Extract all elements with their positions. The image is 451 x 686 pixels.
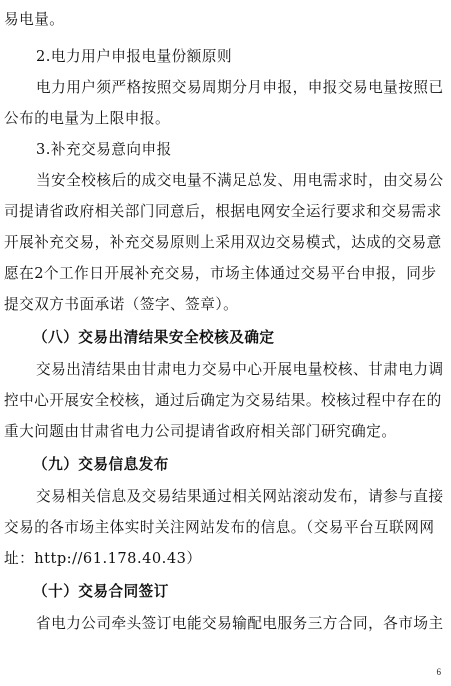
- section-heading: （十）交易合同签订: [33, 583, 169, 600]
- section-heading: （九）交易信息发布: [33, 456, 169, 473]
- subsection-heading: 2.电力用户申报电量份额原则: [36, 48, 233, 65]
- text-line: 愿在2个工作日开展补充交易，市场主体通过交易平台申报，同步: [4, 265, 437, 282]
- text-line: 公布的电量为上限申报。: [4, 110, 171, 127]
- text-line: 控中心开展安全校核，通过后确定为交易结果。校核过程中存在的: [4, 392, 442, 409]
- page-number: 6: [436, 667, 441, 677]
- text-line: 电力用户须严格按照交易周期分月申报，申报交易电量按照已: [36, 79, 444, 96]
- text-line: 交易的各市场主体实时关注网站发布的信息。（交易平台互联网网: [4, 519, 435, 536]
- text-line: 当安全校核后的成交电量不满足总发、用电需求时，由交易公: [36, 172, 444, 189]
- text-line: 交易出清结果由甘肃电力交易中心开展电量校核、甘肃电力调: [36, 361, 444, 378]
- text-line: 易电量。: [4, 11, 65, 28]
- text-line: 省电力公司牵头签订电能交易输配电服务三方合同，各市场主: [36, 615, 444, 632]
- section-heading: （八）交易出清结果安全校核及确定: [33, 329, 275, 346]
- text-line: 提交双方书面承诺（签字、签章）。: [4, 296, 239, 313]
- text-line: 司提请省政府相关部门同意后，根据电网安全运行要求和交易需求: [4, 203, 442, 220]
- subsection-heading: 3.补充交易意向申报: [36, 141, 172, 158]
- text-line: 开展补充交易，补充交易原则上采用双边交易模式，达成的交易意: [4, 234, 442, 251]
- text-line: 址：http://61.178.40.43）: [4, 550, 202, 567]
- text-line: 交易相关信息及交易结果通过相关网站滚动发布，请参与直接: [36, 488, 444, 505]
- text-line: 重大问题由甘肃省电力公司提请省政府相关部门研究确定。: [4, 423, 397, 440]
